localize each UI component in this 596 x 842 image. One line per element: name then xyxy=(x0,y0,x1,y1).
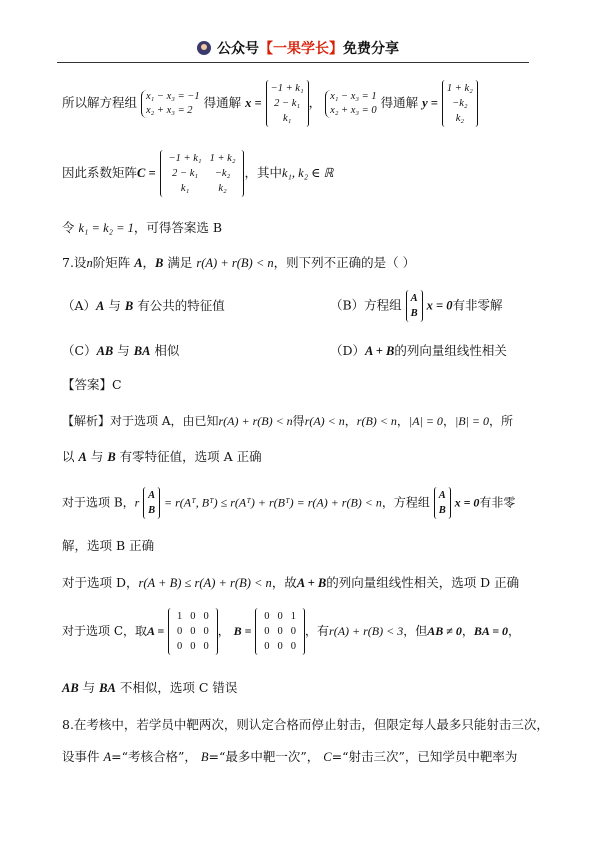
cell: 2 − k₁ xyxy=(172,168,199,179)
math: B = xyxy=(233,624,252,638)
text: 不相似，选项 C 错误 xyxy=(119,680,238,695)
cell: −1 + k₁ xyxy=(270,83,304,94)
math: r(B) < n xyxy=(356,414,397,428)
math: BA xyxy=(133,344,151,358)
text: ， xyxy=(396,414,409,428)
text: 对于选项 C，取 xyxy=(62,624,147,638)
cell: 0 xyxy=(277,641,283,652)
header-rule xyxy=(57,62,529,63)
math: r(A) < n xyxy=(304,414,345,428)
explain-line-2 xyxy=(62,448,262,466)
text: 与 xyxy=(82,680,96,695)
block-matrix xyxy=(143,487,160,519)
cell: 0 xyxy=(264,626,270,637)
cell: A xyxy=(438,490,446,501)
question-8-line-2 xyxy=(62,748,517,766)
text: ，方程组 xyxy=(381,495,430,510)
block-matrix xyxy=(406,290,423,322)
vector-x xyxy=(266,80,309,127)
text: （C） xyxy=(62,343,97,358)
header-right: 免费分享 xyxy=(343,41,399,57)
question-8-line-1: 8.在考核中，若学员中靶两次，则认定合格而停止射击，但限定每人最多只能射击三次， xyxy=(62,717,549,732)
math: B xyxy=(124,299,134,313)
text: 7.设 xyxy=(62,255,87,270)
text: 有公共的特征值 xyxy=(137,298,225,313)
page-header xyxy=(0,38,596,58)
math: k₁ = k₂ = 1 xyxy=(78,221,134,235)
text: 与 xyxy=(90,449,104,464)
text: 满足 xyxy=(167,255,193,270)
explain-line-6 xyxy=(62,608,520,655)
math: A = xyxy=(147,624,165,638)
cell: 0 xyxy=(177,626,183,637)
text: 相似 xyxy=(154,343,180,358)
text: 的列向量组线性相关，选项 D 正确 xyxy=(326,575,520,590)
math: BA = 0 xyxy=(473,624,509,638)
math: A + B xyxy=(296,576,327,590)
math: C xyxy=(323,750,332,764)
cell: B xyxy=(438,505,446,516)
cell: −k₂ xyxy=(452,98,468,109)
text: ， xyxy=(308,95,322,110)
cell: 0 xyxy=(277,626,283,637)
text: ，所 xyxy=(488,414,513,428)
text: 以 xyxy=(62,449,75,464)
cell: 0 xyxy=(203,641,209,652)
matrix-c xyxy=(160,150,245,197)
cell: 1 + k₂ xyxy=(446,83,473,94)
math: r(A) + r(B) < n xyxy=(218,414,293,428)
cell: −1 + k₁ xyxy=(168,153,202,164)
math: A xyxy=(103,750,112,764)
eq: x₁ − x₃ = −1 xyxy=(146,90,200,102)
text: 令 xyxy=(62,220,75,235)
text: =“最多中靶一次”， xyxy=(208,749,320,764)
solution-line-1 xyxy=(62,80,478,127)
math: A xyxy=(134,256,143,270)
text: 有非零解 xyxy=(452,297,503,313)
text: =“射击三次”，已知学员中靶率为 xyxy=(331,749,518,764)
math: x = 0 xyxy=(454,495,480,510)
math: BA xyxy=(99,681,116,695)
text: 设事件 xyxy=(62,749,100,764)
equation-system-1 xyxy=(141,90,200,118)
math: AB ≠ 0 xyxy=(427,624,462,638)
y-var: y = xyxy=(422,96,438,110)
math: A xyxy=(96,299,105,313)
math: |A| = 0 xyxy=(408,414,443,428)
cell: k₂ xyxy=(218,183,227,194)
text: ，可得答案选 B xyxy=(133,220,223,235)
vector-y xyxy=(442,80,478,127)
text: ，其中 xyxy=(244,165,282,180)
explain-line-1 xyxy=(62,412,513,430)
answer: 【答案】C xyxy=(62,377,122,392)
cell: 0 xyxy=(264,641,270,652)
text: ， xyxy=(217,624,230,638)
block-matrix xyxy=(434,487,451,519)
explain-line-5 xyxy=(62,574,519,592)
cell: 0 xyxy=(290,641,297,652)
text: 因此系数矩阵 xyxy=(62,165,138,180)
eq: x₂ + x₃ = 0 xyxy=(330,104,377,116)
text: （D） xyxy=(330,343,366,358)
text: （A） xyxy=(62,298,97,313)
cell: 0 xyxy=(203,611,209,622)
eq: x₁ − x₃ = 1 xyxy=(330,90,377,102)
math: B xyxy=(107,450,116,464)
cell: 1 + k₂ xyxy=(209,153,236,164)
math: AB xyxy=(62,681,79,695)
option-d xyxy=(330,342,507,360)
math: = r(Aᵀ, Bᵀ) ≤ r(Aᵀ) + r(Bᵀ) = r(A) + r(B) < n xyxy=(163,495,382,510)
cell: 0 xyxy=(190,611,196,622)
header-brand: 【一果学长】 xyxy=(259,41,343,57)
text: 对于选项 B， xyxy=(62,495,135,510)
explain-line-3 xyxy=(62,487,515,519)
math: B xyxy=(155,256,164,270)
text: ，故 xyxy=(271,575,297,590)
math: n xyxy=(86,256,93,270)
matrix-a xyxy=(168,608,218,655)
cell: −k₂ xyxy=(214,168,231,179)
math: x = 0 xyxy=(426,298,453,313)
solution-line-3 xyxy=(62,219,222,237)
text: 得通解 xyxy=(380,95,419,110)
header-left: 公众号 xyxy=(217,41,259,57)
math: r(A) + r(B) < n xyxy=(196,256,274,270)
text: 的列向量组线性相关 xyxy=(394,343,507,358)
math: A xyxy=(78,450,87,464)
option-b xyxy=(330,290,503,322)
text: 与 xyxy=(117,343,130,358)
text: ，但 xyxy=(403,624,428,638)
math: A + B xyxy=(365,344,395,358)
text: 与 xyxy=(108,298,121,313)
text: 有非零 xyxy=(479,495,516,510)
cell: 1 xyxy=(290,611,297,622)
math: k₁, k₂ ∈ ℝ xyxy=(282,166,334,180)
cell: A xyxy=(148,490,156,501)
math: B xyxy=(200,750,209,764)
cell: 0 xyxy=(190,626,196,637)
equation-system-2 xyxy=(325,90,377,118)
text: 得 xyxy=(292,414,305,428)
cell: 0 xyxy=(277,611,283,622)
math: r xyxy=(134,495,140,510)
text: ， xyxy=(344,414,357,428)
cell: k₁ xyxy=(282,113,292,124)
matrix-b xyxy=(255,608,305,655)
cell: 0 xyxy=(264,611,270,622)
cell: k₁ xyxy=(180,183,190,194)
math: r(A) + r(B) < 3 xyxy=(329,624,404,638)
text: 【解析】对于选项 A，由已知 xyxy=(62,414,219,428)
solution-line-2 xyxy=(62,150,333,197)
text: =“考核合格”， xyxy=(111,749,197,764)
cell: 0 xyxy=(190,641,196,652)
text: 对于选项 D， xyxy=(62,575,139,590)
text: ，则下列不正确的是（ ） xyxy=(273,255,416,270)
cell: 0 xyxy=(290,626,297,637)
cell: 1 xyxy=(177,611,183,622)
cell: k₂ xyxy=(455,113,465,124)
avatar-icon xyxy=(197,41,211,55)
eq: x₂ + x₃ = 2 xyxy=(146,104,193,116)
math: |B| = 0 xyxy=(454,414,489,428)
option-a xyxy=(62,297,225,315)
text: （B）方程组 xyxy=(330,297,402,313)
option-c xyxy=(62,342,179,360)
text: ， xyxy=(142,255,156,270)
text: 阶矩阵 xyxy=(92,255,131,270)
text: 有零特征值，选项 A 正确 xyxy=(119,449,262,464)
text: ，有 xyxy=(305,624,330,638)
text: ， xyxy=(461,624,474,638)
math: r(A + B) ≤ r(A) + r(B) < n xyxy=(138,576,272,590)
cell: 2 − k₁ xyxy=(274,98,301,109)
cell: 0 xyxy=(203,626,209,637)
text: 所以解方程组 xyxy=(62,95,138,110)
cell: B xyxy=(148,505,156,516)
c-var: C = xyxy=(137,166,156,180)
math: AB xyxy=(96,344,114,358)
explain-line-4: 解，选项 B 正确 xyxy=(62,538,155,553)
text: ， xyxy=(442,414,455,428)
explain-line-7 xyxy=(62,679,237,697)
cell: A xyxy=(410,293,418,304)
text: ， xyxy=(508,624,521,638)
cell: 0 xyxy=(177,641,183,652)
question-7 xyxy=(62,254,415,272)
cell: B xyxy=(410,308,418,319)
text: 得通解 xyxy=(203,95,242,110)
x-var: x = xyxy=(245,96,262,110)
